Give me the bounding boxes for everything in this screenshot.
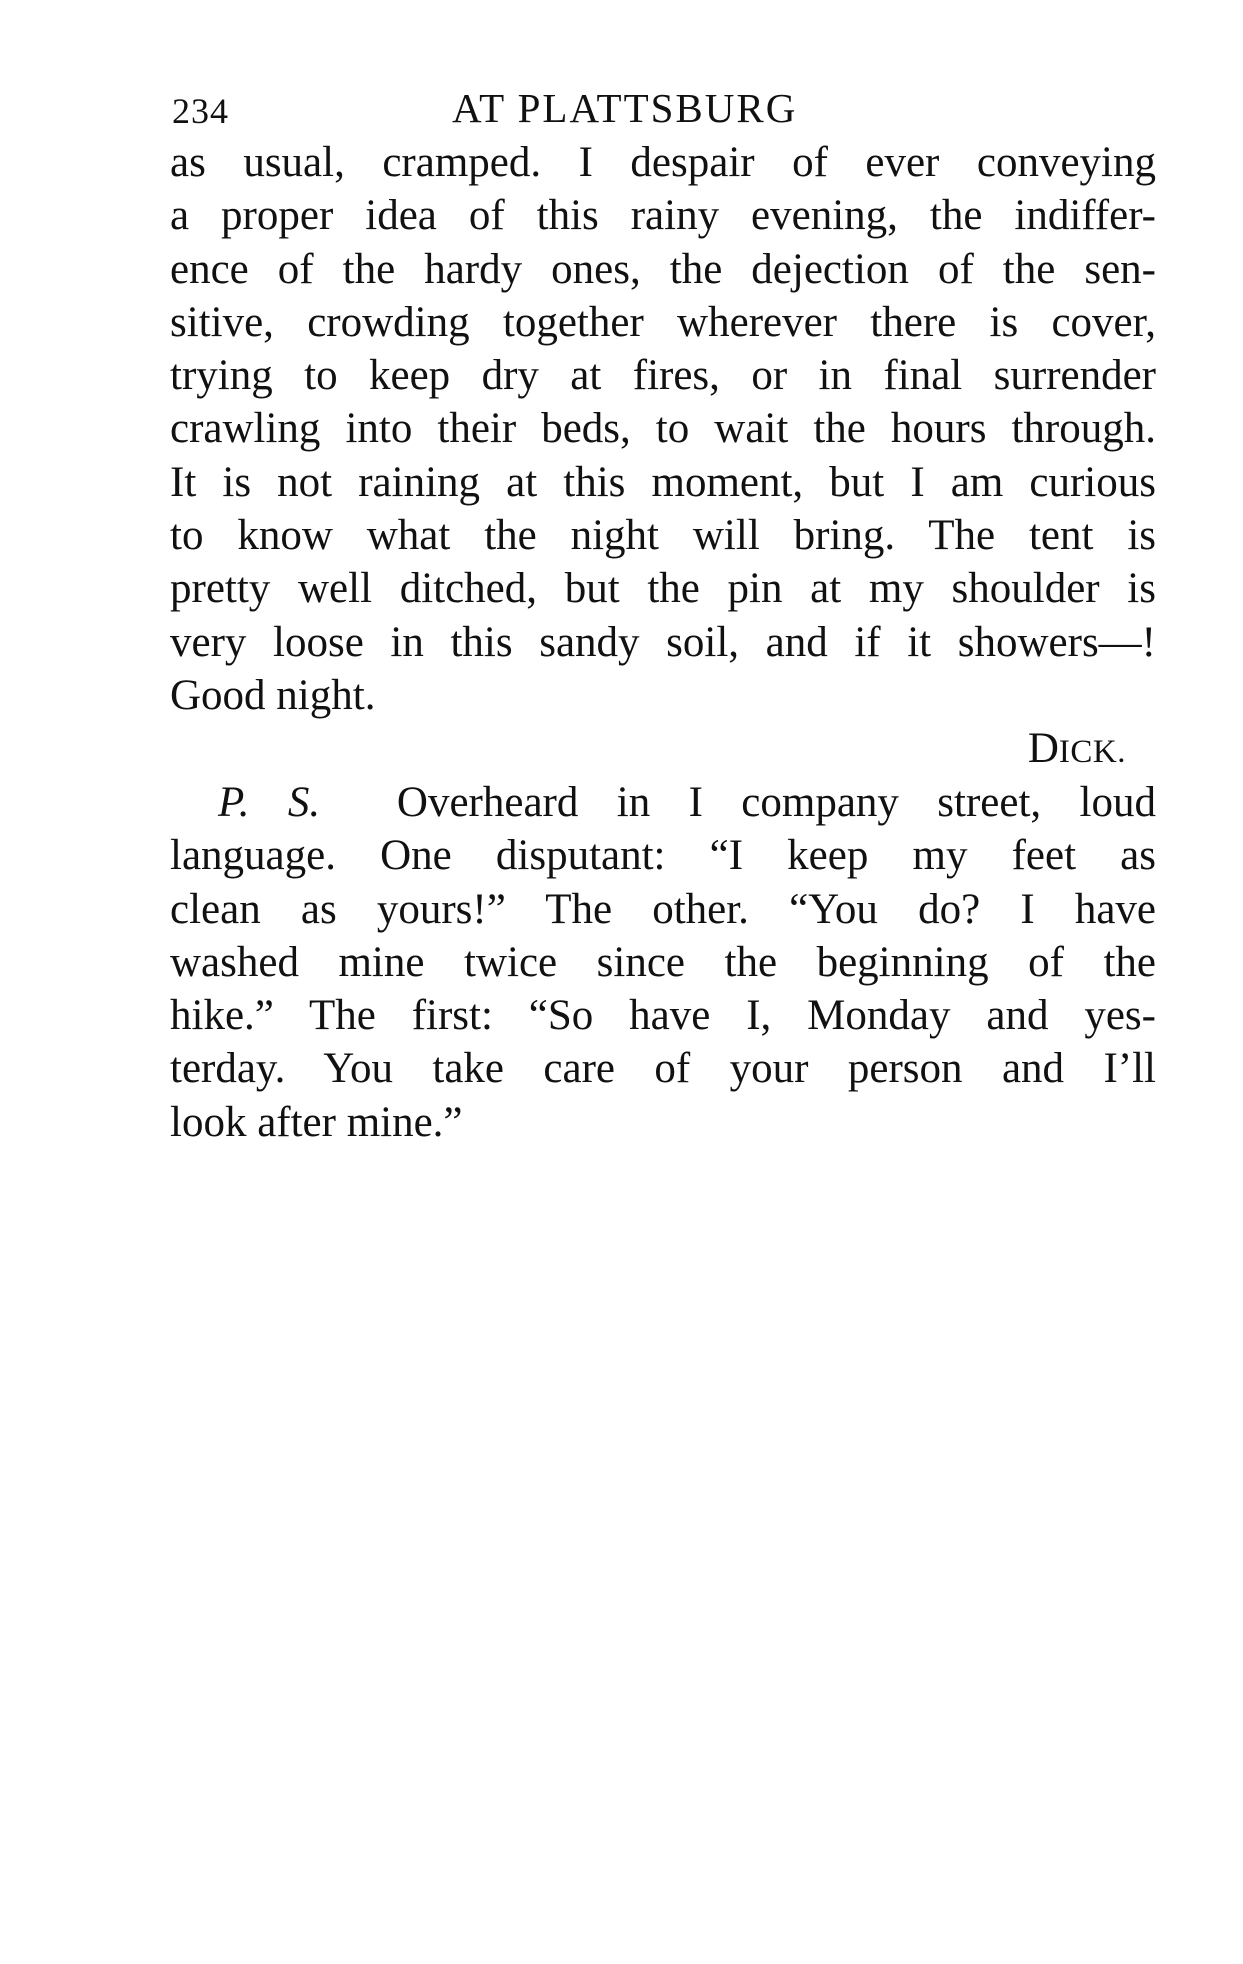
paragraph-line: trying to keep dry at fires, or in final surrender [170, 352, 1156, 400]
paragraph-line: pretty well ditched, but the pin at my shoulder is [170, 565, 1156, 613]
paragraph-line: to know what the night will bring. The tent is [170, 512, 1156, 560]
paragraph-line: Good night. [170, 671, 376, 719]
signature [170, 722, 1156, 775]
paragraph-line: a proper idea of this rainy evening, the indiffer- [170, 192, 1156, 240]
postscript [170, 776, 1156, 1149]
paragraph-line: ence of the hardy ones, the dejection of the sen- [170, 245, 1156, 293]
postscript-first-line-text: Overheard in I company street, loud [396, 779, 1156, 826]
page-header [172, 82, 1157, 142]
postscript-line: hike.” The first: “So have I, Monday and yes- [170, 992, 1156, 1040]
paragraph-line: as usual, cramped. I despair of ever conveying [170, 139, 1156, 186]
postscript-line: clean as yours!” The other. “You do? I have [170, 885, 1156, 933]
postscript-line: look after mine.” [170, 1098, 463, 1146]
postscript-line: washed mine twice since the beginning of the [170, 938, 1156, 986]
signature-initial: D [1027, 725, 1059, 773]
postscript-line: terday. You take care of your person and I’ll [170, 1045, 1156, 1093]
signature-rest: ICK. [1058, 734, 1126, 771]
running-title: AT PLATTSBURG [452, 85, 798, 131]
postscript-first-line [170, 776, 1156, 829]
main-paragraph [170, 136, 1156, 776]
paragraph-line: It is not raining at this moment, but I am curious [170, 458, 1156, 506]
paragraph-line: very loose in this sandy soil, and if it showers—! [170, 618, 1156, 666]
page-number: 234 [172, 91, 229, 131]
postscript-line: language. One disputant: “I keep my feet as [170, 832, 1156, 880]
postscript-label: P. S. [218, 779, 321, 826]
paragraph-line: crawling into their beds, to wait the hours through. [170, 405, 1156, 453]
paragraph-line: sitive, crowding together wherever there is cover, [170, 298, 1156, 346]
